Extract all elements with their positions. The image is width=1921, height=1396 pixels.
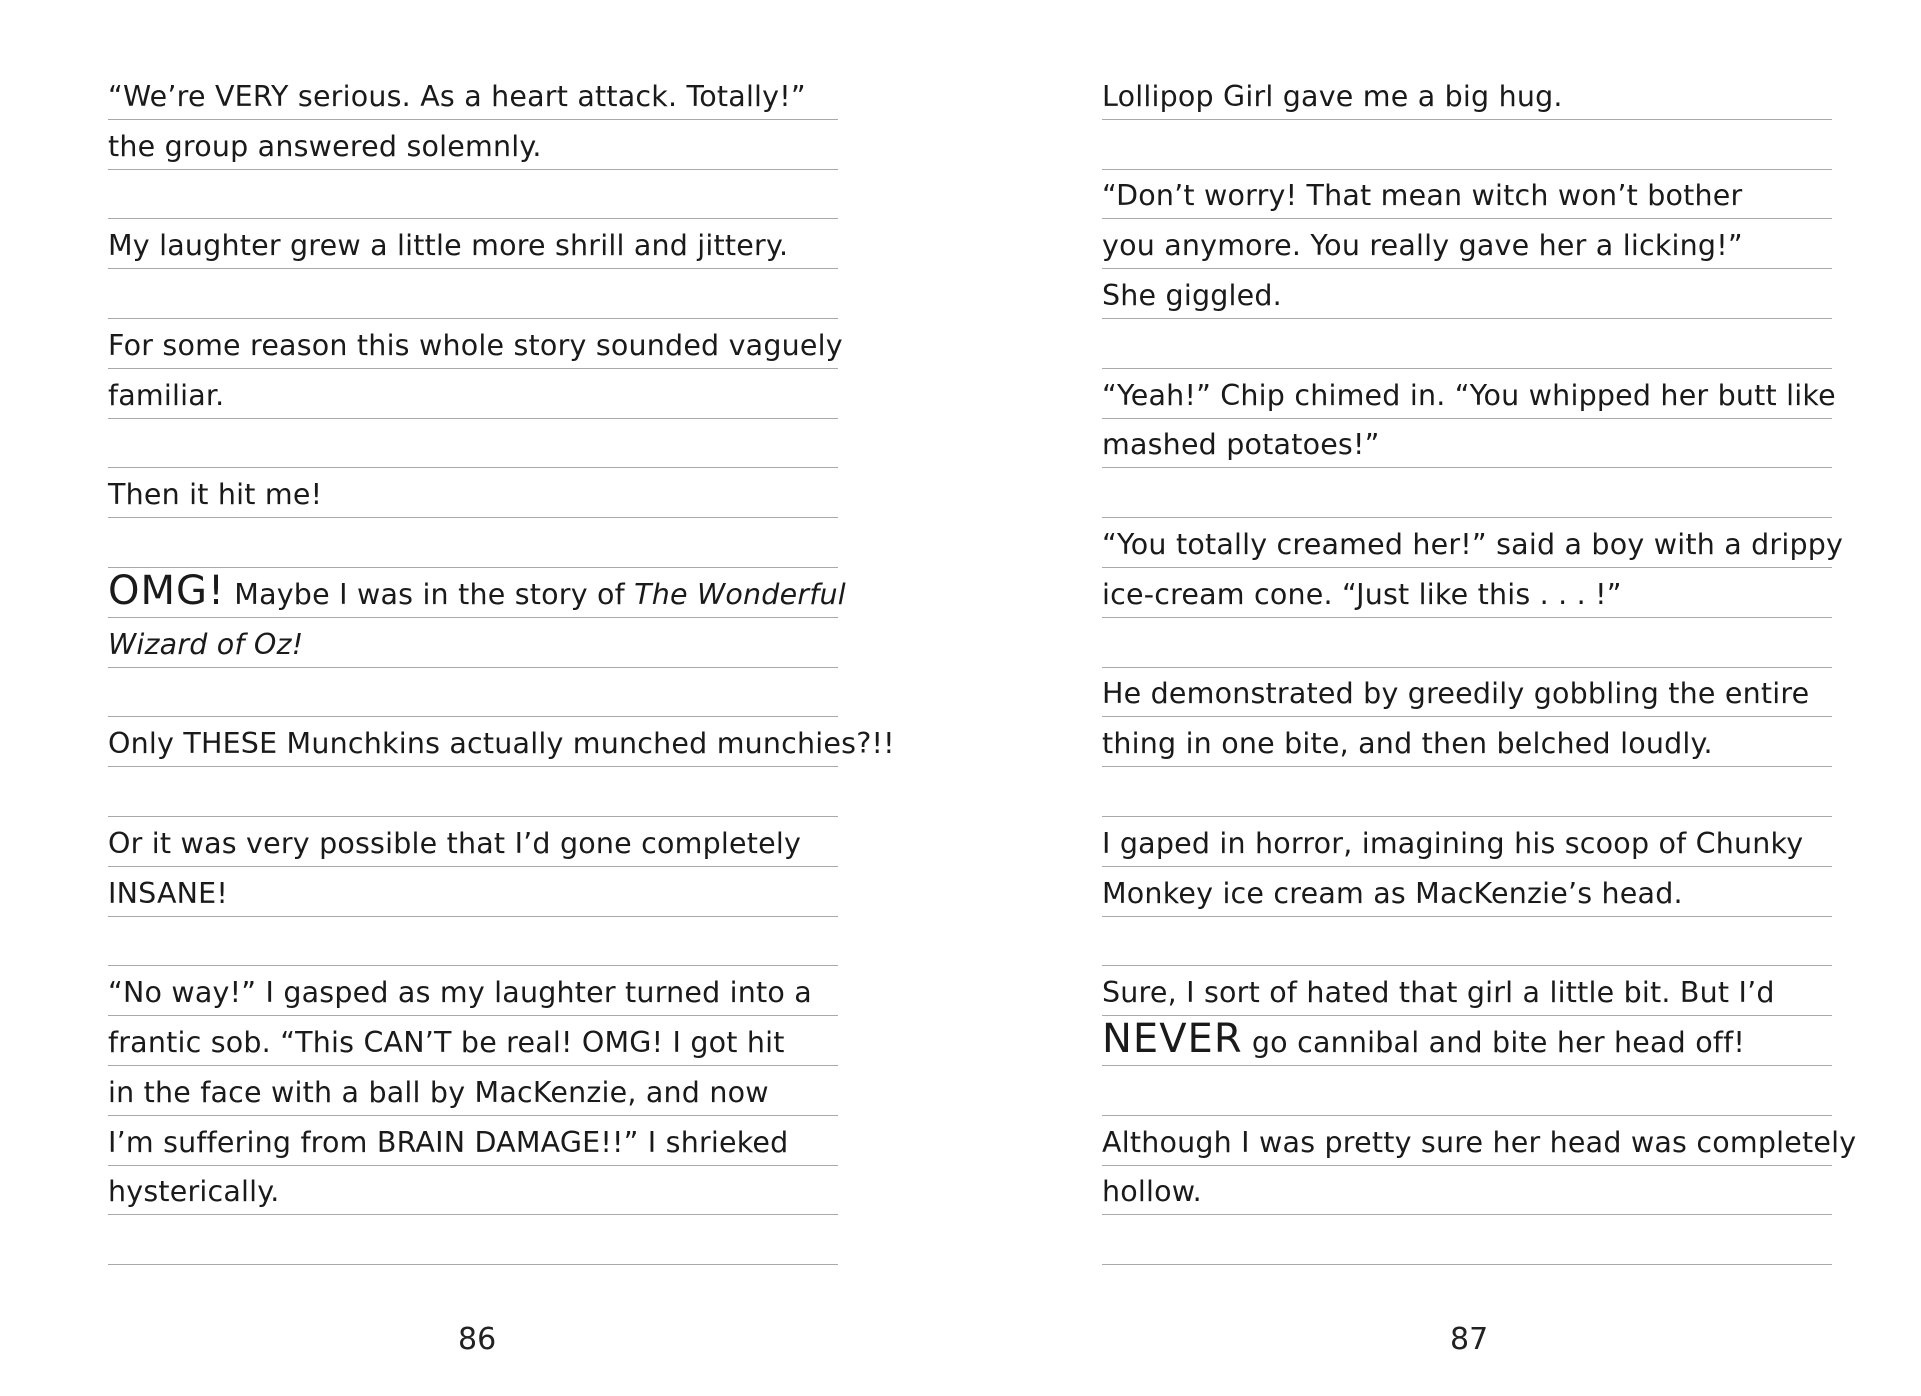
line-text: hysterically. [108, 1175, 280, 1209]
ruled-line [108, 70, 838, 120]
line-text: Only THESE Munchkins actually munched munchies?!! [108, 727, 895, 761]
ruled-line [108, 419, 838, 469]
line-text: mashed potatoes!” [1102, 428, 1380, 462]
ruled-line [1102, 518, 1844, 568]
ruled-line [108, 567, 846, 618]
line-text: “Don’t worry! That mean witch won’t bother [1102, 179, 1743, 213]
ruled-line [1102, 867, 1832, 917]
ruled-line [1102, 966, 1832, 1016]
ruled-line [108, 120, 838, 170]
ruled-line [108, 319, 843, 369]
ruled-line [1102, 468, 1832, 518]
ruled-line [108, 867, 838, 917]
ruled-line [1102, 120, 1832, 170]
line-text: in the face with a ball by MacKenzie, and now [108, 1075, 769, 1109]
ruled-line [1102, 319, 1832, 369]
ruled-line [1102, 1016, 1832, 1066]
line-text: hollow. [1102, 1175, 1202, 1209]
line-text: “No way!” I gasped as my laughter turned into a [108, 976, 812, 1010]
ruled-line [1102, 568, 1832, 618]
line-text: familiar. [108, 378, 225, 412]
ruled-line [108, 468, 838, 518]
ruled-line [108, 170, 838, 220]
line-text: INSANE! [108, 876, 228, 910]
ruled-line [1102, 717, 1832, 767]
line-text [1102, 1015, 1745, 1062]
ruled-line [1102, 170, 1832, 220]
ruled-line [1102, 817, 1832, 867]
line-text: ice-cream cone. “Just like this . . . !” [1102, 577, 1622, 611]
line-text: For some reason this whole story sounded vaguely [108, 328, 843, 362]
ruled-lines [108, 70, 895, 1265]
ruled-line [108, 1116, 838, 1166]
right-page [960, 0, 1921, 1396]
line-text: “Yeah!” Chip chimed in. “You whipped her butt like [1102, 378, 1836, 412]
line-text: I’m suffering from BRAIN DAMAGE!!” I shrieked [108, 1125, 789, 1159]
ruled-line [108, 717, 895, 767]
ruled-line [108, 966, 838, 1016]
line-text: thing in one bite, and then belched loudly. [1102, 727, 1713, 761]
line-text: Then it hit me! [108, 478, 323, 512]
book-title-italic: Wizard of Oz! [108, 627, 304, 661]
line-text: Sure, I sort of hated that girl a little bit. But I’d [1102, 976, 1775, 1010]
ruled-line [108, 219, 838, 269]
ruled-line [1102, 369, 1836, 419]
line-text: Lollipop Girl gave me a big hug. [1102, 79, 1563, 113]
ruled-line [108, 917, 838, 967]
ruled-line [108, 668, 838, 718]
ruled-lines [1102, 70, 1857, 1265]
ruled-line [1102, 618, 1832, 668]
never-emphasis: NEVER [1102, 1015, 1243, 1062]
ruled-line [1102, 1166, 1832, 1216]
ruled-line [1102, 917, 1832, 967]
ruled-line [1102, 269, 1832, 319]
line-text: “We’re VERY serious. As a heart attack. Totally!” [108, 79, 806, 113]
ruled-line [108, 369, 838, 419]
ruled-line [1102, 70, 1832, 120]
line-text: you anymore. You really gave her a licking!” [1102, 229, 1743, 263]
ruled-line [108, 618, 838, 668]
line-text: He demonstrated by greedily gobbling the entire [1102, 677, 1810, 711]
omg-emphasis: OMG! [108, 567, 226, 614]
ruled-line [108, 518, 838, 568]
ruled-line [1102, 219, 1832, 269]
ruled-line [108, 1215, 838, 1265]
ruled-line [1102, 668, 1832, 718]
line-text: I gaped in horror, imagining his scoop of Chunky [1102, 826, 1804, 860]
line-text-part: Maybe I was in the story of [225, 577, 635, 611]
ruled-line [108, 767, 838, 817]
ruled-line [1102, 1116, 1857, 1166]
page-number: 87 [1450, 1322, 1489, 1357]
line-text: frantic sob. “This CAN’T be real! OMG! I got hit [108, 1025, 785, 1059]
ruled-line [1102, 419, 1832, 469]
line-text: Or it was very possible that I’d gone completely [108, 826, 802, 860]
ruled-line [1102, 767, 1832, 817]
ruled-line [108, 1016, 838, 1066]
line-text: “You totally creamed her!” said a boy with a drippy [1102, 527, 1844, 561]
line-text: Monkey ice cream as MacKenzie’s head. [1102, 876, 1683, 910]
line-text [108, 567, 846, 614]
line-text-part: go cannibal and bite her head off! [1242, 1025, 1745, 1059]
page-number: 86 [458, 1322, 497, 1357]
ruled-line [108, 817, 838, 867]
line-text: Although I was pretty sure her head was completely [1102, 1125, 1857, 1159]
book-title-italic: The Wonderful [634, 577, 846, 611]
line-text: She giggled. [1102, 278, 1282, 312]
left-page [0, 0, 960, 1396]
ruled-line [108, 1166, 838, 1216]
line-text: the group answered solemnly. [108, 129, 542, 163]
ruled-line [1102, 1215, 1832, 1265]
ruled-line [108, 1066, 838, 1116]
ruled-line [108, 269, 838, 319]
line-text: My laughter grew a little more shrill and jittery. [108, 229, 789, 263]
ruled-line [1102, 1066, 1832, 1116]
